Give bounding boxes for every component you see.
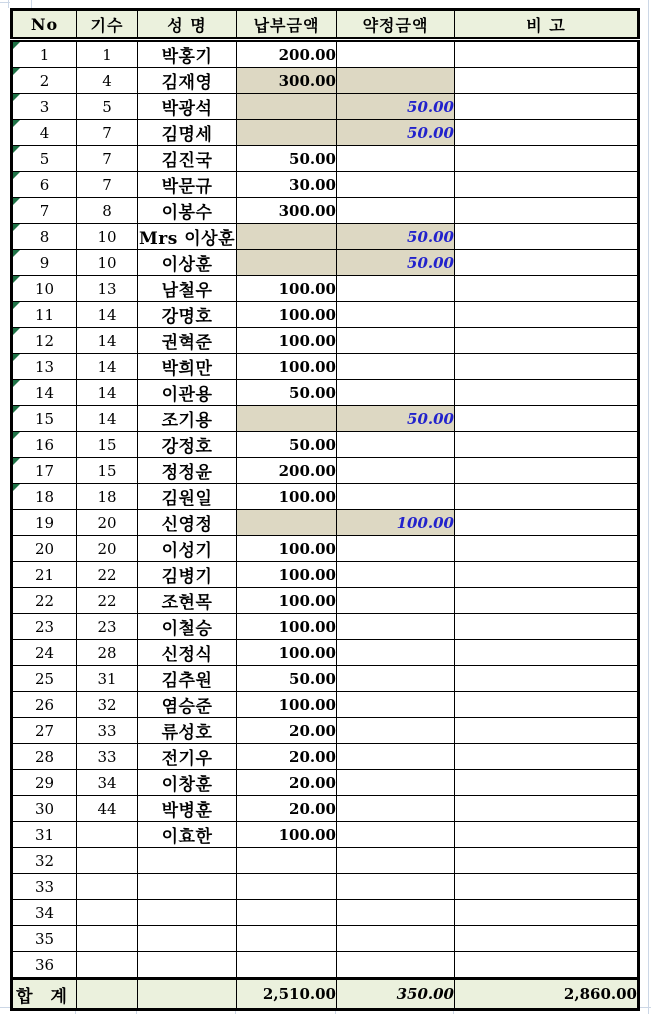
table-row	[12, 770, 639, 796]
pledge-amount-cell[interactable]	[337, 536, 455, 562]
table-row	[12, 614, 639, 640]
note-cell[interactable]	[455, 484, 639, 510]
note-cell[interactable]	[455, 952, 639, 979]
sheet-gridline	[648, 0, 649, 1014]
pledge-amount-cell[interactable]: 50.00	[337, 94, 455, 120]
cell-error-flag-icon	[13, 406, 20, 413]
paid-amount-cell[interactable]: 100.00	[237, 562, 337, 588]
no-cell[interactable]: 34	[12, 900, 77, 926]
pledge-amount-cell[interactable]	[337, 692, 455, 718]
table-row	[12, 380, 639, 406]
no-cell[interactable]: 4	[12, 120, 77, 146]
table-row	[12, 432, 639, 458]
cell-error-flag-icon	[13, 276, 20, 283]
cohort-cell[interactable]: 33	[77, 718, 138, 744]
cohort-cell[interactable]: 10	[77, 224, 138, 250]
table-row	[12, 302, 639, 328]
paid-amount-cell[interactable]: 20.00	[237, 770, 337, 796]
table-row	[12, 198, 639, 224]
total-name-cell[interactable]	[138, 979, 237, 1010]
cohort-cell[interactable]: 14	[77, 302, 138, 328]
no-cell[interactable]: 26	[12, 692, 77, 718]
table-row	[12, 926, 639, 952]
note-cell[interactable]	[455, 120, 639, 146]
pledge-amount-cell[interactable]	[337, 380, 455, 406]
table-row	[12, 146, 639, 172]
no-cell[interactable]: 25	[12, 666, 77, 692]
pledge-amount-cell[interactable]	[337, 900, 455, 926]
cell-error-flag-icon	[13, 432, 20, 439]
name-cell[interactable]: 이성기	[138, 536, 237, 562]
name-cell[interactable]: 조현목	[138, 588, 237, 614]
name-cell[interactable]: 김병기	[138, 562, 237, 588]
note-cell[interactable]	[455, 510, 639, 536]
no-cell[interactable]: 3	[12, 94, 77, 120]
note-cell[interactable]	[455, 692, 639, 718]
cohort-cell[interactable]: 1	[77, 40, 138, 68]
paid-amount-cell[interactable]	[237, 874, 337, 900]
name-cell[interactable]: 박홍기	[138, 40, 237, 68]
table-row	[12, 276, 639, 302]
paid-amount-cell[interactable]: 20.00	[237, 744, 337, 770]
cohort-cell[interactable]: 14	[77, 380, 138, 406]
pledge-amount-cell[interactable]: 50.00	[337, 406, 455, 432]
cohort-cell[interactable]	[77, 926, 138, 952]
no-cell[interactable]: 24	[12, 640, 77, 666]
pledge-amount-cell[interactable]	[337, 926, 455, 952]
name-cell[interactable]: 남철우	[138, 276, 237, 302]
no-cell[interactable]: 31	[12, 822, 77, 848]
no-cell[interactable]: 5	[12, 146, 77, 172]
table-row	[12, 874, 639, 900]
note-cell[interactable]	[455, 432, 639, 458]
cohort-cell[interactable]: 28	[77, 640, 138, 666]
no-cell[interactable]: 7	[12, 198, 77, 224]
name-cell[interactable]: 박광석	[138, 94, 237, 120]
paid-amount-cell[interactable]: 100.00	[237, 614, 337, 640]
paid-amount-cell[interactable]	[237, 224, 337, 250]
cell-error-flag-icon	[13, 198, 20, 205]
sheet-gridline	[0, 2, 10, 3]
no-cell[interactable]: 28	[12, 744, 77, 770]
no-cell[interactable]: 13	[12, 354, 77, 380]
table-row	[12, 718, 639, 744]
note-cell[interactable]	[455, 822, 639, 848]
cohort-cell[interactable]: 14	[77, 354, 138, 380]
name-cell[interactable]	[138, 874, 237, 900]
paid-amount-cell[interactable]: 100.00	[237, 328, 337, 354]
table-row	[12, 510, 639, 536]
note-cell[interactable]	[455, 198, 639, 224]
note-cell[interactable]	[455, 588, 639, 614]
note-cell[interactable]	[455, 458, 639, 484]
pledge-amount-cell[interactable]	[337, 146, 455, 172]
name-cell[interactable]: 신정식	[138, 640, 237, 666]
name-cell[interactable]: 강정호	[138, 432, 237, 458]
table-row	[12, 536, 639, 562]
note-cell[interactable]	[455, 874, 639, 900]
name-cell[interactable]: 이관용	[138, 380, 237, 406]
total-pledge-cell[interactable]: 350.00	[337, 979, 455, 1010]
cohort-cell[interactable]: 22	[77, 562, 138, 588]
no-cell[interactable]: 29	[12, 770, 77, 796]
pledge-amount-cell[interactable]	[337, 276, 455, 302]
paid-amount-cell[interactable]: 50.00	[237, 666, 337, 692]
note-cell[interactable]	[455, 94, 639, 120]
paid-amount-cell[interactable]: 100.00	[237, 692, 337, 718]
note-cell[interactable]	[455, 406, 639, 432]
name-cell[interactable]: 조기용	[138, 406, 237, 432]
paid-amount-cell[interactable]: 100.00	[237, 276, 337, 302]
name-cell[interactable]: 권혁준	[138, 328, 237, 354]
note-cell[interactable]	[455, 900, 639, 926]
note-cell[interactable]	[455, 640, 639, 666]
table-row	[12, 848, 639, 874]
note-cell[interactable]	[455, 40, 639, 68]
no-cell[interactable]: 35	[12, 926, 77, 952]
cell-error-flag-icon	[13, 484, 20, 491]
note-cell[interactable]	[455, 328, 639, 354]
cell-error-flag-icon	[13, 68, 20, 75]
no-cell[interactable]: 23	[12, 614, 77, 640]
name-cell[interactable]: 김명세	[138, 120, 237, 146]
cohort-cell[interactable]	[77, 874, 138, 900]
note-cell[interactable]	[455, 250, 639, 276]
cohort-cell[interactable]: 18	[77, 484, 138, 510]
cell-error-flag-icon	[13, 458, 20, 465]
table-row	[12, 354, 639, 380]
pledge-amount-cell[interactable]	[337, 328, 455, 354]
name-cell[interactable]: 이철승	[138, 614, 237, 640]
note-cell[interactable]	[455, 796, 639, 822]
cell-error-flag-icon	[13, 146, 20, 153]
cohort-cell[interactable]: 22	[77, 588, 138, 614]
name-cell[interactable]	[138, 848, 237, 874]
paid-amount-cell[interactable]: 50.00	[237, 146, 337, 172]
total-label-cell[interactable]: 합 계	[12, 979, 77, 1010]
cell-error-flag-icon	[13, 302, 20, 309]
paid-amount-cell[interactable]	[237, 900, 337, 926]
table-row	[12, 640, 639, 666]
no-cell[interactable]: 10	[12, 276, 77, 302]
paid-amount-cell[interactable]	[237, 250, 337, 276]
paid-amount-cell[interactable]	[237, 120, 337, 146]
note-cell[interactable]	[455, 172, 639, 198]
name-cell[interactable]: 김재영	[138, 68, 237, 94]
name-cell[interactable]	[138, 926, 237, 952]
no-cell[interactable]: 21	[12, 562, 77, 588]
cohort-cell[interactable]	[77, 900, 138, 926]
name-cell[interactable]: 박희만	[138, 354, 237, 380]
no-cell[interactable]: 32	[12, 848, 77, 874]
paid-amount-cell[interactable]	[237, 510, 337, 536]
pledge-amount-cell[interactable]	[337, 952, 455, 979]
note-cell[interactable]	[455, 276, 639, 302]
no-cell[interactable]: 15	[12, 406, 77, 432]
pledge-amount-cell[interactable]	[337, 432, 455, 458]
cell-error-flag-icon	[13, 224, 20, 231]
dues-roster-table	[10, 8, 640, 1011]
cohort-cell[interactable]: 8	[77, 198, 138, 224]
name-cell[interactable]: 신영정	[138, 510, 237, 536]
header-cohort[interactable]: 기수	[77, 10, 138, 40]
no-cell[interactable]: 2	[12, 68, 77, 94]
cohort-cell[interactable]: 5	[77, 94, 138, 120]
cohort-cell[interactable]: 31	[77, 666, 138, 692]
cohort-cell[interactable]: 7	[77, 172, 138, 198]
pledge-amount-cell[interactable]: 100.00	[337, 510, 455, 536]
header-no[interactable]: No	[12, 10, 77, 40]
note-cell[interactable]	[455, 354, 639, 380]
paid-amount-cell[interactable]	[237, 94, 337, 120]
cohort-cell[interactable]: 23	[77, 614, 138, 640]
table-row	[12, 40, 639, 68]
header-row	[12, 10, 639, 40]
pledge-amount-cell[interactable]: 50.00	[337, 120, 455, 146]
table-row	[12, 562, 639, 588]
pledge-amount-cell[interactable]	[337, 822, 455, 848]
note-cell[interactable]	[455, 614, 639, 640]
name-cell[interactable]: 강명호	[138, 302, 237, 328]
paid-amount-cell[interactable]: 50.00	[237, 380, 337, 406]
paid-amount-cell[interactable]: 300.00	[237, 68, 337, 94]
table-row	[12, 666, 639, 692]
pledge-amount-cell[interactable]	[337, 770, 455, 796]
note-cell[interactable]	[455, 224, 639, 250]
cohort-cell[interactable]: 13	[77, 276, 138, 302]
table-row	[12, 900, 639, 926]
table-row	[12, 588, 639, 614]
paid-amount-cell[interactable]	[237, 406, 337, 432]
no-cell[interactable]: 8	[12, 224, 77, 250]
name-cell[interactable]: 이상훈	[138, 250, 237, 276]
pledge-amount-cell[interactable]	[337, 588, 455, 614]
cell-error-flag-icon	[13, 354, 20, 361]
table-row	[12, 822, 639, 848]
cohort-cell[interactable]: 4	[77, 68, 138, 94]
cohort-cell[interactable]: 34	[77, 770, 138, 796]
pledge-amount-cell[interactable]	[337, 744, 455, 770]
name-cell[interactable]: 이효한	[138, 822, 237, 848]
cell-error-flag-icon	[13, 380, 20, 387]
name-cell[interactable]: 김원일	[138, 484, 237, 510]
cohort-cell[interactable]: 20	[77, 510, 138, 536]
cohort-cell[interactable]: 7	[77, 120, 138, 146]
note-cell[interactable]	[455, 744, 639, 770]
table-row	[12, 172, 639, 198]
no-cell[interactable]: 22	[12, 588, 77, 614]
note-cell[interactable]	[455, 536, 639, 562]
paid-amount-cell[interactable]	[237, 952, 337, 979]
no-cell[interactable]: 6	[12, 172, 77, 198]
cohort-cell[interactable]: 10	[77, 250, 138, 276]
no-cell[interactable]: 18	[12, 484, 77, 510]
table-row	[12, 328, 639, 354]
paid-amount-cell[interactable]: 20.00	[237, 796, 337, 822]
total-note-cell[interactable]: 2,860.00	[455, 979, 639, 1010]
pledge-amount-cell[interactable]	[337, 172, 455, 198]
table-row	[12, 952, 639, 979]
cohort-cell[interactable]: 33	[77, 744, 138, 770]
no-cell[interactable]: 33	[12, 874, 77, 900]
no-cell[interactable]: 30	[12, 796, 77, 822]
note-cell[interactable]	[455, 848, 639, 874]
pledge-amount-cell[interactable]	[337, 796, 455, 822]
table-row	[12, 744, 639, 770]
pledge-amount-cell[interactable]	[337, 302, 455, 328]
name-cell[interactable]: 전기우	[138, 744, 237, 770]
no-cell[interactable]: 36	[12, 952, 77, 979]
total-paid-cell[interactable]: 2,510.00	[237, 979, 337, 1010]
note-cell[interactable]	[455, 146, 639, 172]
name-cell[interactable]: 김추원	[138, 666, 237, 692]
pledge-amount-cell[interactable]	[337, 614, 455, 640]
cohort-cell[interactable]	[77, 822, 138, 848]
no-cell[interactable]: 12	[12, 328, 77, 354]
note-cell[interactable]	[455, 562, 639, 588]
table-row	[12, 68, 639, 94]
pledge-amount-cell[interactable]: 50.00	[337, 250, 455, 276]
cohort-cell[interactable]	[77, 952, 138, 979]
sheet-gridline	[31, 0, 32, 8]
paid-amount-cell[interactable]: 100.00	[237, 354, 337, 380]
note-cell[interactable]	[455, 926, 639, 952]
pledge-amount-cell[interactable]	[337, 68, 455, 94]
pledge-amount-cell[interactable]	[337, 848, 455, 874]
name-cell[interactable]: 박병훈	[138, 796, 237, 822]
name-cell[interactable]: 김진국	[138, 146, 237, 172]
cohort-cell[interactable]: 20	[77, 536, 138, 562]
paid-amount-cell[interactable]: 100.00	[237, 484, 337, 510]
cohort-cell[interactable]: 14	[77, 328, 138, 354]
name-cell[interactable]	[138, 952, 237, 979]
cohort-cell[interactable]: 32	[77, 692, 138, 718]
pledge-amount-cell[interactable]	[337, 562, 455, 588]
paid-amount-cell[interactable]: 100.00	[237, 588, 337, 614]
name-cell[interactable]: 박문규	[138, 172, 237, 198]
table-row	[12, 250, 639, 276]
table-row	[12, 224, 639, 250]
table-row	[12, 692, 639, 718]
cohort-cell[interactable]: 44	[77, 796, 138, 822]
cell-error-flag-icon	[13, 94, 20, 101]
pledge-amount-cell[interactable]	[337, 718, 455, 744]
pledge-amount-cell[interactable]	[337, 198, 455, 224]
pledge-amount-cell[interactable]	[337, 874, 455, 900]
cohort-cell[interactable]: 7	[77, 146, 138, 172]
name-cell[interactable]	[138, 900, 237, 926]
note-cell[interactable]	[455, 302, 639, 328]
name-cell[interactable]: 류성호	[138, 718, 237, 744]
cohort-cell[interactable]	[77, 848, 138, 874]
table-row	[12, 796, 639, 822]
pledge-amount-cell[interactable]	[337, 666, 455, 692]
no-cell[interactable]: 11	[12, 302, 77, 328]
cell-error-flag-icon	[13, 42, 20, 49]
header-paid-amount[interactable]: 납부금액	[237, 10, 337, 40]
name-cell[interactable]: 이창훈	[138, 770, 237, 796]
paid-amount-cell[interactable]	[237, 926, 337, 952]
header-name[interactable]: 성 명	[138, 10, 237, 40]
paid-amount-cell[interactable]: 200.00	[237, 458, 337, 484]
paid-amount-cell[interactable]: 100.00	[237, 822, 337, 848]
cohort-cell[interactable]: 15	[77, 458, 138, 484]
cell-error-flag-icon	[13, 328, 20, 335]
no-cell[interactable]: 14	[12, 380, 77, 406]
pledge-amount-cell[interactable]: 50.00	[337, 224, 455, 250]
table-row	[12, 458, 639, 484]
cohort-cell[interactable]: 15	[77, 432, 138, 458]
note-cell[interactable]	[455, 380, 639, 406]
paid-amount-cell[interactable]	[237, 848, 337, 874]
paid-amount-cell[interactable]: 200.00	[237, 40, 337, 68]
name-cell[interactable]: Mrs 이상훈	[138, 224, 237, 250]
header-pledge-amount[interactable]: 약정금액	[337, 10, 455, 40]
paid-amount-cell[interactable]: 30.00	[237, 172, 337, 198]
note-cell[interactable]	[455, 770, 639, 796]
cell-error-flag-icon	[13, 120, 20, 127]
paid-amount-cell[interactable]: 100.00	[237, 302, 337, 328]
pledge-amount-cell[interactable]	[337, 484, 455, 510]
no-cell[interactable]: 1	[12, 40, 77, 68]
header-note[interactable]: 비 고	[455, 10, 639, 40]
note-cell[interactable]	[455, 666, 639, 692]
note-cell[interactable]	[455, 718, 639, 744]
table-row	[12, 94, 639, 120]
pledge-amount-cell[interactable]	[337, 40, 455, 68]
pledge-amount-cell[interactable]	[337, 458, 455, 484]
name-cell[interactable]: 이봉수	[138, 198, 237, 224]
name-cell[interactable]: 염승준	[138, 692, 237, 718]
no-cell[interactable]: 9	[12, 250, 77, 276]
no-cell[interactable]: 27	[12, 718, 77, 744]
total-row	[12, 979, 639, 1010]
cohort-cell[interactable]: 14	[77, 406, 138, 432]
note-cell[interactable]	[455, 68, 639, 94]
cell-error-flag-icon	[13, 250, 20, 257]
paid-amount-cell[interactable]: 20.00	[237, 718, 337, 744]
total-cohort-cell[interactable]	[77, 979, 138, 1010]
cell-error-flag-icon	[13, 172, 20, 179]
no-cell[interactable]: 16	[12, 432, 77, 458]
paid-amount-cell[interactable]: 100.00	[237, 640, 337, 666]
table-row	[12, 120, 639, 146]
paid-amount-cell[interactable]: 50.00	[237, 432, 337, 458]
no-cell[interactable]: 19	[12, 510, 77, 536]
paid-amount-cell[interactable]: 100.00	[237, 536, 337, 562]
no-cell[interactable]: 20	[12, 536, 77, 562]
pledge-amount-cell[interactable]	[337, 354, 455, 380]
paid-amount-cell[interactable]: 300.00	[237, 198, 337, 224]
no-cell[interactable]: 17	[12, 458, 77, 484]
name-cell[interactable]: 정정윤	[138, 458, 237, 484]
pledge-amount-cell[interactable]	[337, 640, 455, 666]
table-row	[12, 406, 639, 432]
table-row	[12, 484, 639, 510]
